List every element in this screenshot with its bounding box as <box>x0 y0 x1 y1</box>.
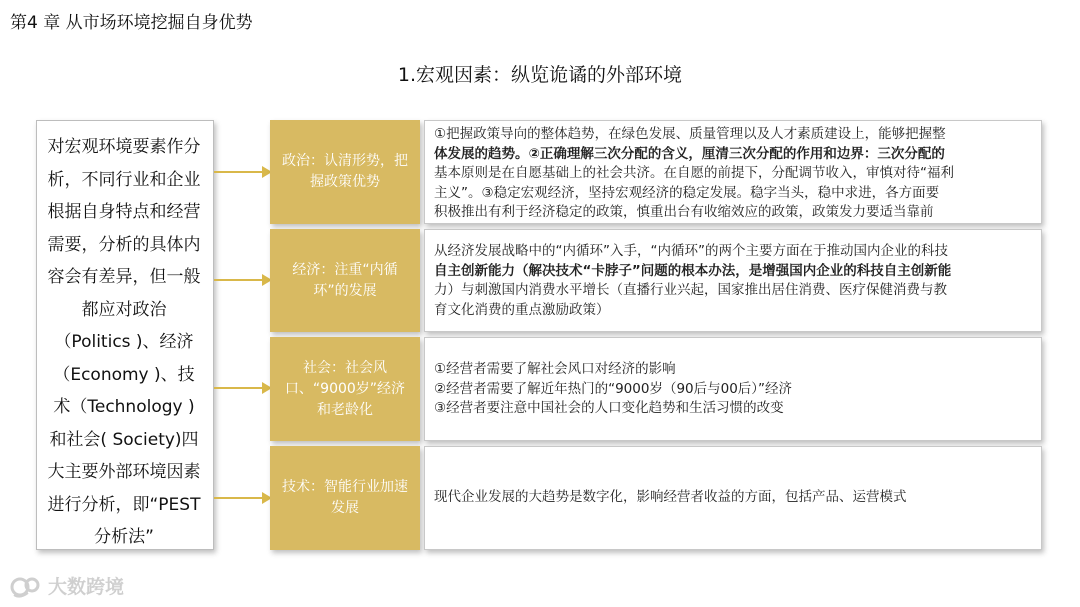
watermark <box>10 572 124 599</box>
factor-label-politics: 政治：认清形势，把握政策优势 <box>270 120 420 224</box>
detail-line: 积极推出有利于经济稳定的政策，慎重出台有收缩效应的政策，政策发力要适当靠前 <box>434 204 934 220</box>
factor-label-society: 社会：社会风口、“9000岁”经济和老龄化 <box>270 337 420 441</box>
detail-line: 育文化消费的重点激励政策） <box>434 301 610 318</box>
detail-line: ③经营者要注意中国社会的人口变化趋势和生活习惯的改变 <box>434 400 784 416</box>
detail-line: 力）与刺激国内消费水平增长（直播行业兴起，国家推出居住消费、医疗保健消费与教 <box>434 282 947 298</box>
arrow-right-icon <box>214 387 270 389</box>
logo-icon <box>10 573 44 599</box>
detail-line: 主义”。③稳定宏观经济，坚持宏观经济的稳定发展。稳字当头，稳中求进，各方面要 <box>434 184 940 201</box>
section-title: 1.宏观因素：纵览诡谲的外部环境 <box>397 64 683 86</box>
chapter-title: 第4 章 从市场环境挖掘自身优势 <box>10 13 253 33</box>
intro-text: 对宏观环境要素作分析，不同行业和企业根据自身特点和经营需要，分析的具体内容会有差异，但一般都应对政治（Politics )、经济（Economy )、技术（Technology )和社会( Society)四大主要外部环境因素进行分析，即“PEST分析法” <box>47 137 201 547</box>
detail-line: 基本原则是在自愿基础上的社会共济。在自愿的前提下，分配调节收入，审慎对待“福利 <box>434 165 954 181</box>
factor-detail-technology <box>424 446 1042 550</box>
arrow-right-icon <box>214 171 270 173</box>
detail-line: 从经济发展战略中的“内循环”入手，“内循环”的两个主要方面在于推动国内企业的科技 <box>434 243 948 259</box>
detail-line: 现代企业发展的大趋势是数字化，影响经营者收益的方面，包括产品、运营模式 <box>434 489 907 506</box>
arrow-right-icon <box>214 497 270 499</box>
factor-detail-politics <box>424 120 1042 224</box>
factor-detail-economy <box>424 229 1042 332</box>
intro-text-box <box>36 120 214 550</box>
arrow-right-icon <box>214 279 270 281</box>
detail-line: 体发展的趋势。②正确理解三次分配的含义，厘清三次分配的作用和边界：三次分配的 <box>434 145 945 162</box>
watermark-text: 大数跨境 <box>48 576 125 598</box>
detail-line: ①经营者需要了解社会风口对经济的影响 <box>434 361 676 377</box>
detail-line: ①把握政策导向的整体趋势，在绿色发展、质量管理以及人才素质建设上，能够把握整 <box>434 126 946 142</box>
detail-line: ②经营者需要了解近年热门的“9000岁（90后与00后）”经济 <box>434 380 793 397</box>
factor-detail-society <box>424 337 1042 441</box>
detail-line: 自主创新能力（解决技术“卡脖子”问题的根本办法，是增强国内企业的科技自主创新能 <box>434 262 952 279</box>
factor-label-economy: 经济：注重“内循环”的发展 <box>270 229 420 332</box>
factor-label-technology: 技术：智能行业加速发展 <box>270 446 420 550</box>
